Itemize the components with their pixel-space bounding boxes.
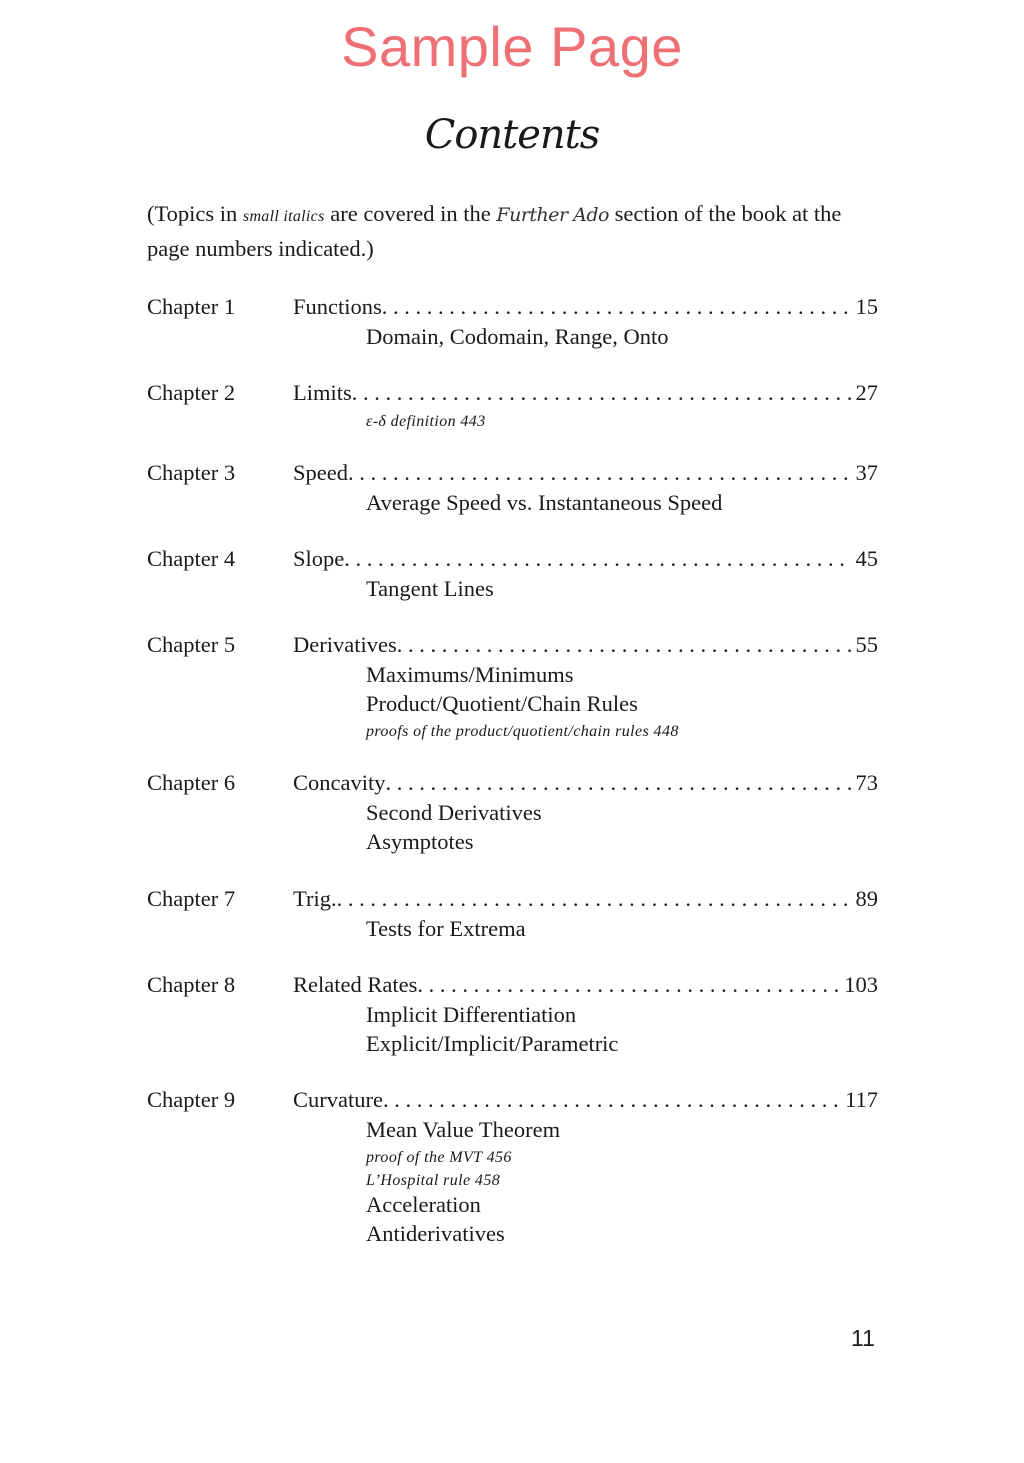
dot-leader: [352, 379, 852, 407]
chapter-topic: Tests for Extrema: [366, 916, 526, 941]
chapter-topic: Average Speed vs. Instantaneous Speed: [366, 490, 723, 515]
chapter-topic: Mean Value Theorem: [366, 1117, 561, 1142]
chapter-title: Related Rates: [293, 972, 418, 997]
further-ado-topic: proofs of the product/quotient/chain rules 448: [366, 723, 679, 740]
chapter-title-line: [293, 293, 878, 321]
dot-leader: [382, 293, 852, 321]
chapter-title-line: [293, 885, 878, 913]
chapter-label: Chapter 9: [147, 1087, 236, 1112]
chapter-title: Functions: [293, 294, 382, 319]
chapter-page-number: 45: [855, 546, 878, 571]
further-ado-topic: L’Hospital rule 458: [366, 1172, 501, 1189]
further-ado-topic: ε-δ definition 443: [366, 413, 486, 430]
chapter-page-number: 117: [845, 1087, 878, 1112]
chapter-topic: Asymptotes: [366, 829, 474, 854]
chapter-label: Chapter 5: [147, 632, 236, 657]
intro-note: [147, 198, 882, 265]
chapter-topic: Acceleration: [366, 1192, 481, 1217]
chapter-title-line: [293, 971, 878, 999]
dot-leader: [417, 971, 840, 999]
chapter-topic: Product/Quotient/Chain Rules: [366, 691, 638, 716]
chapter-label: Chapter 7: [147, 886, 236, 911]
further-ado-topic: proof of the MVT 456: [366, 1149, 512, 1166]
chapter-label: Chapter 3: [147, 460, 236, 485]
contents-title: Contents: [424, 112, 600, 158]
chapter-title: Curvature: [293, 1087, 383, 1112]
chapter-title: Trig.: [293, 886, 337, 911]
dot-leader: [397, 631, 852, 659]
page-number: 11: [851, 1325, 875, 1351]
chapter-topic: Antiderivatives: [366, 1221, 505, 1246]
chapter-topic: Tangent Lines: [366, 576, 494, 601]
dot-leader: [344, 545, 851, 573]
chapter-topic: Domain, Codomain, Range, Onto: [366, 324, 669, 349]
sample-page-watermark: Sample Page: [341, 15, 683, 78]
chapter-label: Chapter 8: [147, 972, 236, 997]
dot-leader: [337, 885, 852, 913]
dot-leader: [383, 1086, 841, 1114]
dot-leader: [385, 769, 851, 797]
intro-small-italics: small italics: [242, 208, 325, 225]
chapter-page-number: 55: [855, 632, 878, 657]
chapter-title-line: [293, 459, 878, 487]
intro-text-2: are covered in the: [324, 201, 497, 226]
chapter-topic: Second Derivatives: [366, 800, 542, 825]
intro-text-1: (Topics in: [147, 201, 243, 226]
chapter-topic: Maximums/Minimums: [366, 662, 574, 687]
chapter-title-line: [293, 631, 878, 659]
chapter-label: Chapter 4: [147, 546, 236, 571]
chapter-title-line: [293, 545, 878, 573]
chapter-page-number: 103: [844, 972, 878, 997]
intro-further-ado: Further Ado: [496, 204, 609, 226]
chapter-title: Concavity: [293, 770, 386, 795]
chapter-page-number: 37: [855, 460, 878, 485]
chapter-label: Chapter 6: [147, 770, 236, 795]
chapter-title: Speed: [293, 460, 348, 485]
intro-text-3: section of the book at the page numbers indicated.): [147, 201, 842, 261]
chapter-label: Chapter 2: [147, 380, 236, 405]
chapter-title-line: [293, 1086, 878, 1114]
chapter-topic: Implicit Differentiation: [366, 1002, 577, 1027]
chapter-title: Limits: [293, 380, 352, 405]
chapter-page-number: 15: [855, 294, 878, 319]
chapter-title: Slope: [293, 546, 345, 571]
dot-leader: [348, 459, 852, 487]
chapter-title-line: [293, 769, 878, 797]
chapter-page-number: 89: [855, 886, 878, 911]
chapter-title: Derivatives: [293, 632, 397, 657]
chapter-page-number: 73: [855, 770, 878, 795]
chapter-topic: Explicit/Implicit/Parametric: [366, 1031, 619, 1056]
chapter-label: Chapter 1: [147, 294, 236, 319]
chapter-title-line: [293, 379, 878, 407]
chapter-page-number: 27: [855, 380, 878, 405]
